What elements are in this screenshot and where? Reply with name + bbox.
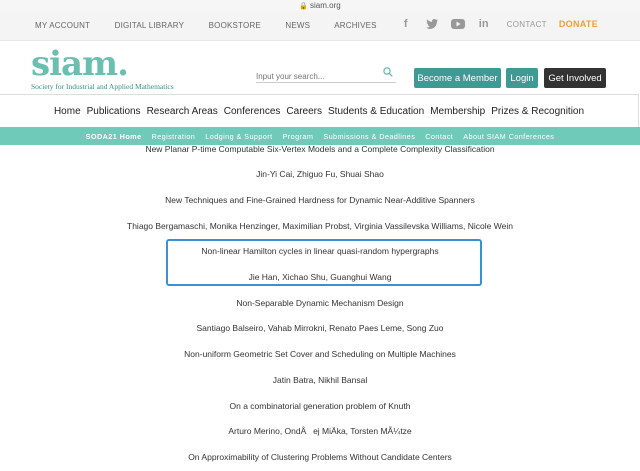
- nav-students-education[interactable]: Students & Education: [328, 105, 425, 117]
- become-member-button[interactable]: Become a Member: [414, 68, 501, 88]
- paper-authors: Thiago Bergamaschi, Monika Henzinger, Maximilian Probst, Virginia Vassilevska Williams, Nicole Wein: [127, 221, 513, 231]
- subnav-submissions-deadlines[interactable]: Submissions & Deadlines: [323, 131, 416, 141]
- conference-subnav: [0, 127, 640, 145]
- paper-authors: Arturo Merino, OndÅej MiÄka, Torsten MÃ¼tze: [228, 426, 412, 436]
- paper-list: [0, 145, 640, 471]
- main-navigation: [0, 94, 639, 128]
- linkedin-icon[interactable]: in: [478, 18, 489, 30]
- contact-link[interactable]: CONTACT: [506, 19, 547, 29]
- paper-title: New Techniques and Fine-Grained Hardness for Dynamic Near-Additive Spanners: [165, 195, 475, 205]
- get-involved-button[interactable]: Get Involved: [544, 68, 606, 88]
- digital-library-link[interactable]: DIGITAL LIBRARY: [114, 21, 185, 30]
- paper-authors: Santiago Balseiro, Vahab Mirrokni, Renato Paes Leme, Song Zuo: [196, 323, 444, 333]
- subnav-soda21-home[interactable]: SODA21 Home: [85, 131, 142, 141]
- nav-publications[interactable]: Publications: [86, 105, 141, 117]
- utility-links: [35, 21, 399, 30]
- my-account-link[interactable]: MY ACCOUNT: [35, 21, 91, 30]
- search-box: [256, 66, 396, 83]
- youtube-icon[interactable]: [451, 17, 465, 31]
- lock-icon: 🔒: [299, 3, 309, 10]
- logo-wordmark: siam.: [31, 44, 128, 84]
- twitter-icon[interactable]: [425, 17, 439, 31]
- search-input[interactable]: [256, 70, 371, 81]
- logo-tagline: Society for Industrial and Applied Mathematics: [31, 82, 174, 91]
- login-button[interactable]: Login: [506, 68, 538, 88]
- nav-home[interactable]: Home: [53, 105, 81, 117]
- news-link[interactable]: NEWS: [285, 21, 311, 30]
- facebook-icon[interactable]: f: [403, 18, 408, 30]
- subnav-registration[interactable]: Registration: [151, 131, 196, 141]
- paper-title: Non-uniform Geometric Set Cover and Scheduling on Multiple Machines: [184, 349, 456, 359]
- subnav-program[interactable]: Program: [282, 131, 314, 141]
- paper-title: Non-linear Hamilton cycles in linear quasi-random hypergraphs: [201, 246, 439, 256]
- address-bar[interactable]: [0, 1, 640, 10]
- paper-authors: Jatin Batra, Nikhil Bansal: [272, 375, 368, 385]
- paper-title: New Planar P-time Computable Six-Vertex Models and a Complete Complexity Classification: [145, 145, 495, 154]
- nav-careers[interactable]: Careers: [286, 105, 322, 117]
- subnav-about-siam-conferences[interactable]: About SIAM Conferences: [463, 131, 555, 141]
- utility-right: [387, 17, 598, 31]
- paper-authors: Jie Han, Xichao Shu, Guanghui Wang: [248, 272, 392, 282]
- archives-link[interactable]: ARCHIVES: [334, 21, 377, 30]
- nav-membership[interactable]: Membership: [430, 105, 486, 117]
- bookstore-link[interactable]: BOOKSTORE: [208, 21, 261, 30]
- utility-bar: [0, 12, 640, 41]
- paper-title: On a combinatorial generation problem of Knuth: [229, 401, 411, 411]
- site-header: [0, 41, 640, 95]
- paper-authors: Jin-Yi Cai, Zhiguo Fu, Shuai Shao: [256, 169, 384, 179]
- search-icon[interactable]: [383, 67, 393, 77]
- browser-status-bar: [0, 0, 640, 12]
- subnav-lodging-support[interactable]: Lodging & Support: [205, 131, 273, 141]
- subnav-contact[interactable]: Contact: [425, 131, 454, 141]
- paper-title: Non-Separable Dynamic Mechanism Design: [236, 298, 404, 308]
- address-text: siam.org: [310, 1, 341, 10]
- paper-title: On Approximability of Clustering Problems Without Candidate Centers: [188, 452, 452, 462]
- nav-prizes-recognition[interactable]: Prizes & Recognition: [491, 105, 585, 117]
- donate-link[interactable]: DONATE: [558, 19, 598, 29]
- siam-logo[interactable]: [31, 44, 174, 91]
- nav-research-areas[interactable]: Research Areas: [146, 105, 218, 117]
- nav-conferences[interactable]: Conferences: [223, 105, 281, 117]
